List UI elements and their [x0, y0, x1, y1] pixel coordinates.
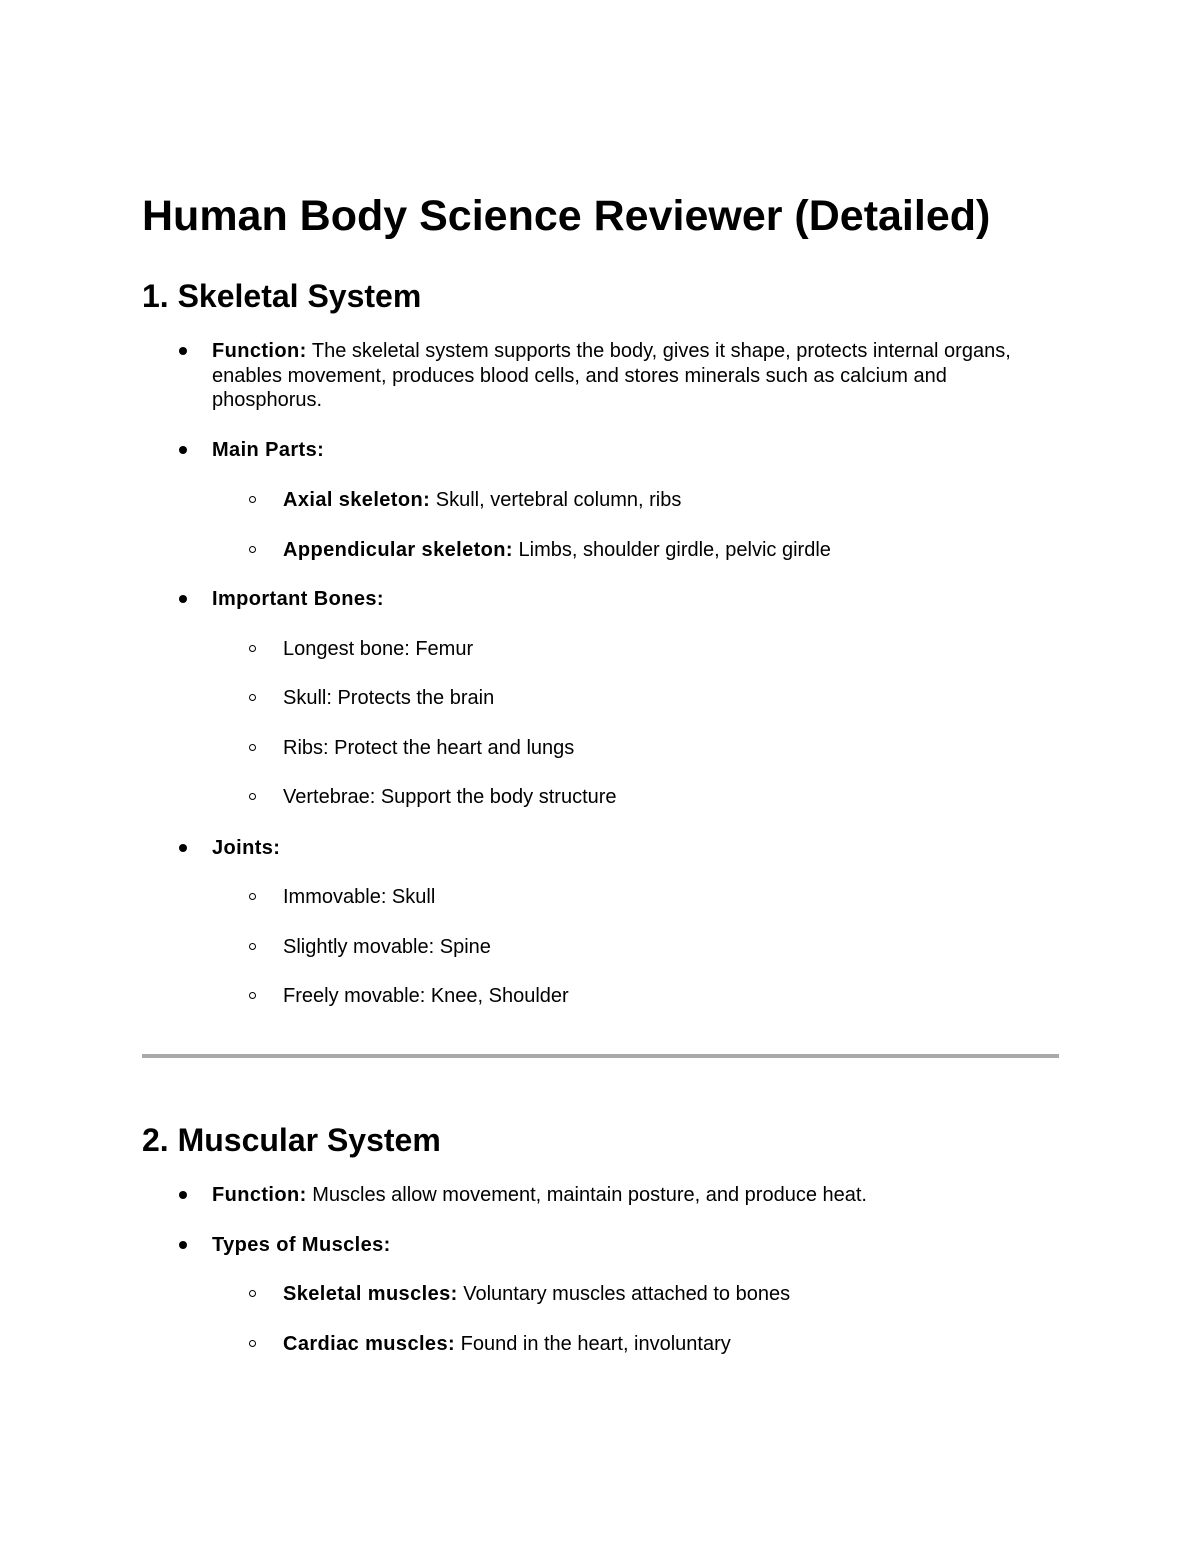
bullet-icon: [179, 595, 187, 603]
sub-item-appendicular: [283, 538, 1063, 563]
item-label: Function:: [212, 340, 307, 362]
circle-bullet-icon: [249, 546, 256, 553]
bullet-icon: [179, 1241, 187, 1249]
list-item-main-parts: Main Parts:: [212, 439, 325, 461]
item-text: Muscles allow movement, maintain posture, and produce heat.: [306, 1184, 867, 1206]
circle-bullet-icon: [249, 694, 256, 701]
sub-item-joint: Immovable: Skull: [283, 886, 436, 908]
item-label: Function:: [212, 1184, 307, 1206]
circle-bullet-icon: [249, 893, 256, 900]
sub-item-joint: Slightly movable: Spine: [283, 936, 491, 958]
circle-bullet-icon: [249, 943, 256, 950]
circle-bullet-icon: [249, 496, 256, 503]
circle-bullet-icon: [249, 992, 256, 999]
sub-item-cardiac-muscles: [283, 1332, 1063, 1357]
circle-bullet-icon: [249, 1340, 256, 1347]
bullet-icon: [179, 446, 187, 454]
document-title: Human Body Science Reviewer (Detailed): [142, 192, 991, 240]
item-label: Axial skeleton:: [283, 489, 431, 511]
item-text: The skeletal system supports the body, gives it shape, protects internal organs, enables movement, produces blood cells, and stores minerals such as calcium and phosphorus.: [212, 340, 1011, 411]
circle-bullet-icon: [249, 744, 256, 751]
list-item-important-bones: Important Bones:: [212, 588, 384, 610]
sub-item-skeletal-muscles: [283, 1282, 1063, 1307]
circle-bullet-icon: [249, 645, 256, 652]
sub-item-joint: Freely movable: Knee, Shoulder: [283, 985, 569, 1007]
list-item-function: [212, 1183, 1052, 1208]
sub-item-bone: Skull: Protects the brain: [283, 687, 495, 709]
sub-item-bone: Vertebrae: Support the body structure: [283, 786, 617, 808]
bullet-icon: [179, 347, 187, 355]
circle-bullet-icon: [249, 1290, 256, 1297]
bullet-icon: [179, 844, 187, 852]
list-item-function: [212, 339, 1052, 413]
section-heading-muscular: 2. Muscular System: [142, 1122, 441, 1158]
horizontal-divider: [142, 1054, 1059, 1058]
list-item-joints: Joints:: [212, 837, 281, 859]
section-heading-skeletal: 1. Skeletal System: [142, 278, 422, 314]
item-label: Appendicular skeleton:: [283, 539, 513, 561]
list-item-types-of-muscles: Types of Muscles:: [212, 1234, 391, 1256]
item-text: Voluntary muscles attached to bones: [457, 1283, 791, 1305]
item-label: Cardiac muscles:: [283, 1333, 456, 1355]
sub-item-bone: Ribs: Protect the heart and lungs: [283, 737, 575, 759]
circle-bullet-icon: [249, 793, 256, 800]
sub-item-bone: Longest bone: Femur: [283, 638, 474, 660]
bullet-icon: [179, 1191, 187, 1199]
item-label: Skeletal muscles:: [283, 1283, 458, 1305]
item-text: Found in the heart, involuntary: [455, 1333, 731, 1355]
sub-item-axial: [283, 488, 1063, 513]
item-text: Limbs, shoulder girdle, pelvic girdle: [512, 539, 831, 561]
item-text: Skull, vertebral column, ribs: [430, 489, 682, 511]
